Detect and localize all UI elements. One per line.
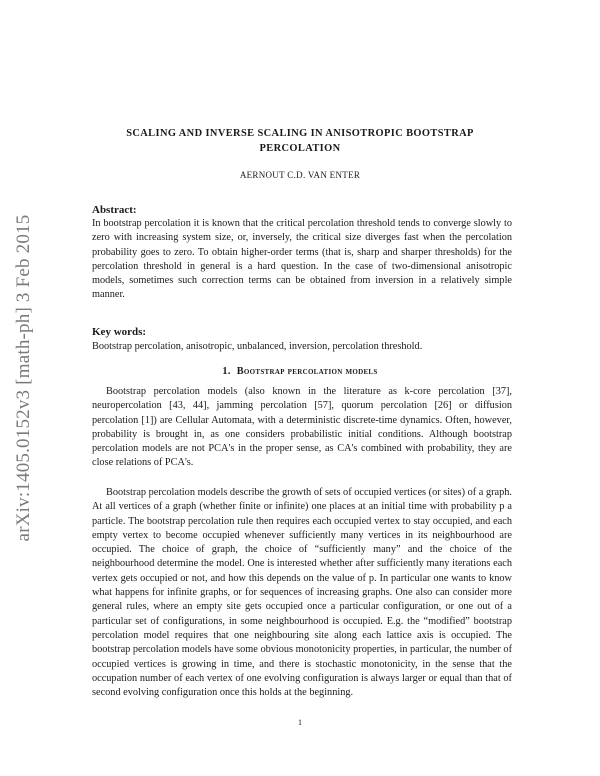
keywords-body: Bootstrap percolation, anisotropic, unbalanced, inversion, percolation threshold. xyxy=(92,341,423,352)
page-number: 1 xyxy=(298,718,302,727)
section-heading xyxy=(80,366,520,377)
paper-title xyxy=(80,126,520,156)
body-paragraph-1: Bootstrap percolation models (also known in the literature as k-core percolation [37], neuropercolation [43, 44], jamming percolation [57], quorum percolation [26] or diffusion percolation [1]) are Cellular Automata, with a deterministic discrete-time dynamics. Often, however, probability is brought in, as one considers probabilistic initial conditions. Although bootstrap percolation models are not PCA's in the proper sense, as CA's combined with probability, they are close relations of PCA's. xyxy=(92,386,512,469)
author-name: AERNOUT C.D. VAN ENTER xyxy=(239,170,361,180)
section-title: Bootstrap percolation models xyxy=(236,366,378,377)
abstract-body: In bootstrap percolation it is known that the critical percolation threshold tends to converge slowly to zero with increasing system size, or, inversely, the critical size diverges fast when the percolation probability goes to zero. To obtain higher-order terms (that is, sharp and sharper thresholds) for the percolation threshold in general is a hard question. In the case of two-dimensional anisotropic models, sometimes such correction terms can be obtained from inversion in a relatively simple manner. xyxy=(92,218,512,301)
abstract-heading: Abstract: xyxy=(92,204,137,216)
arxiv-identifier: arXiv:1405.0152v3 [math-ph] 3 Feb 2015 xyxy=(13,214,34,542)
body-paragraph-2: Bootstrap percolation models describe the growth of sets of occupied vertices (or sites) of a graph. At all vertices of a graph (whether finite or infinite) one places at an initial time with probability p a particle. The bootstrap percolation rule then requires each occupied vertex to stay occupied, and each empty vertex to become occupied whenever sufficiently many vertices in its neighbourhood are occupied. The choice of graph, the choice of “sufficiently many” and the choice of the neighbourhood determine the model. One is interested whether after sufficiently many iterations each vertex gets occupied or not, and how this depends on the value of p. In particular one wants to know what happens for infinite graphs, or for sequences of increasing graphs. One also can consider more general rules, where an empty site gets occupied once a particular configuration, or one out of a particular set of configurations, in some neighbourhood is occupied. E.g. the “modified” bootstrap percolation model requires that one neighbouring site along each lattice axis is occupied. The bootstrap percolation models have some obvious monotonicity properties, in particular, the number of occupied vertices is growing in time, and there is stochastic monotonicity, in the sense that the occupation number of each vertex of one evolving configuration is always larger or equal than that of second evolving configuration once this holds at the beginning. xyxy=(92,487,512,699)
title-line-2: PERCOLATION xyxy=(259,143,341,154)
section-number: 1. xyxy=(222,366,231,377)
keywords-heading: Key words: xyxy=(92,326,147,338)
arxiv-stamp xyxy=(4,188,44,568)
title-line-1: SCALING AND INVERSE SCALING IN ANISOTROPIC BOOTSTRAP xyxy=(126,128,474,139)
